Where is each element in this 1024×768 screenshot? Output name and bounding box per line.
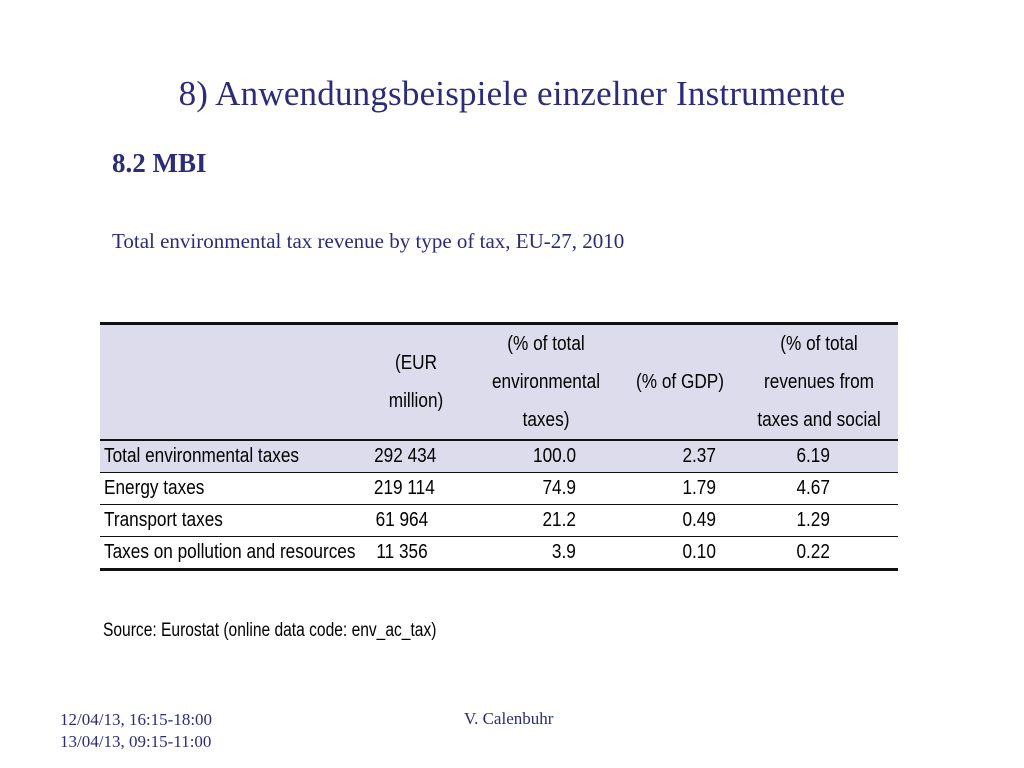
row-label: Total environmental taxes bbox=[104, 445, 300, 467]
table-row bbox=[100, 505, 898, 537]
header-pct-gdp: (% of GDP) bbox=[636, 371, 724, 393]
cell-pct-revenues: 0.22 bbox=[796, 541, 830, 563]
table-row bbox=[100, 473, 898, 505]
cell-pct-gdp: 0.10 bbox=[682, 541, 716, 563]
table-row bbox=[100, 537, 898, 570]
cell-pct-env: 21.2 bbox=[542, 509, 576, 531]
table-row bbox=[100, 440, 898, 473]
table-source: Source: Eurostat (online data code: env_ac_tax) bbox=[103, 620, 437, 641]
cell-pct-gdp: 2.37 bbox=[682, 445, 716, 467]
cell-eur-million: 292 434 bbox=[374, 445, 437, 467]
header-pct-total-revenues: (% of total revenues from taxes and social bbox=[757, 333, 881, 431]
table-header-row bbox=[100, 324, 898, 441]
footer-author: V. Calenbuhr bbox=[464, 709, 554, 728]
cell-pct-revenues: 6.19 bbox=[796, 445, 830, 467]
tax-revenue-table bbox=[100, 322, 898, 571]
cell-pct-gdp: 0.49 bbox=[682, 509, 716, 531]
row-label: Taxes on pollution and resources bbox=[104, 541, 356, 563]
footer-date-line-2: 13/04/13, 09:15-11:00 bbox=[60, 732, 212, 751]
row-label: Energy taxes bbox=[104, 477, 205, 499]
table-caption: Total environmental tax revenue by type of tax, EU-27, 2010 bbox=[112, 229, 625, 253]
header-pct-env-taxes: (% of total environmental taxes) bbox=[491, 333, 601, 431]
footer-dates bbox=[60, 709, 212, 753]
header-blank bbox=[118, 324, 342, 441]
header-eur-million: (EUR million) bbox=[388, 352, 444, 412]
cell-eur-million: 219 114 bbox=[373, 477, 435, 499]
tax-table-container bbox=[100, 322, 898, 571]
cell-pct-env: 74.9 bbox=[542, 477, 576, 499]
cell-pct-revenues: 1.29 bbox=[796, 509, 830, 531]
cell-eur-million: 61 964 bbox=[375, 509, 428, 531]
footer-date-line-1: 12/04/13, 16:15-18:00 bbox=[60, 710, 213, 729]
slide-title: 8) Anwendungsbeispiele einzelner Instrumente bbox=[178, 74, 846, 113]
cell-pct-env: 3.9 bbox=[552, 541, 576, 563]
cell-pct-gdp: 1.79 bbox=[682, 477, 716, 499]
cell-pct-env: 100.0 bbox=[532, 445, 576, 467]
cell-eur-million: 11 356 bbox=[376, 541, 428, 563]
slide-subtitle: 8.2 MBI bbox=[112, 148, 207, 178]
cell-pct-revenues: 4.67 bbox=[796, 477, 830, 499]
row-label: Transport taxes bbox=[104, 509, 223, 531]
